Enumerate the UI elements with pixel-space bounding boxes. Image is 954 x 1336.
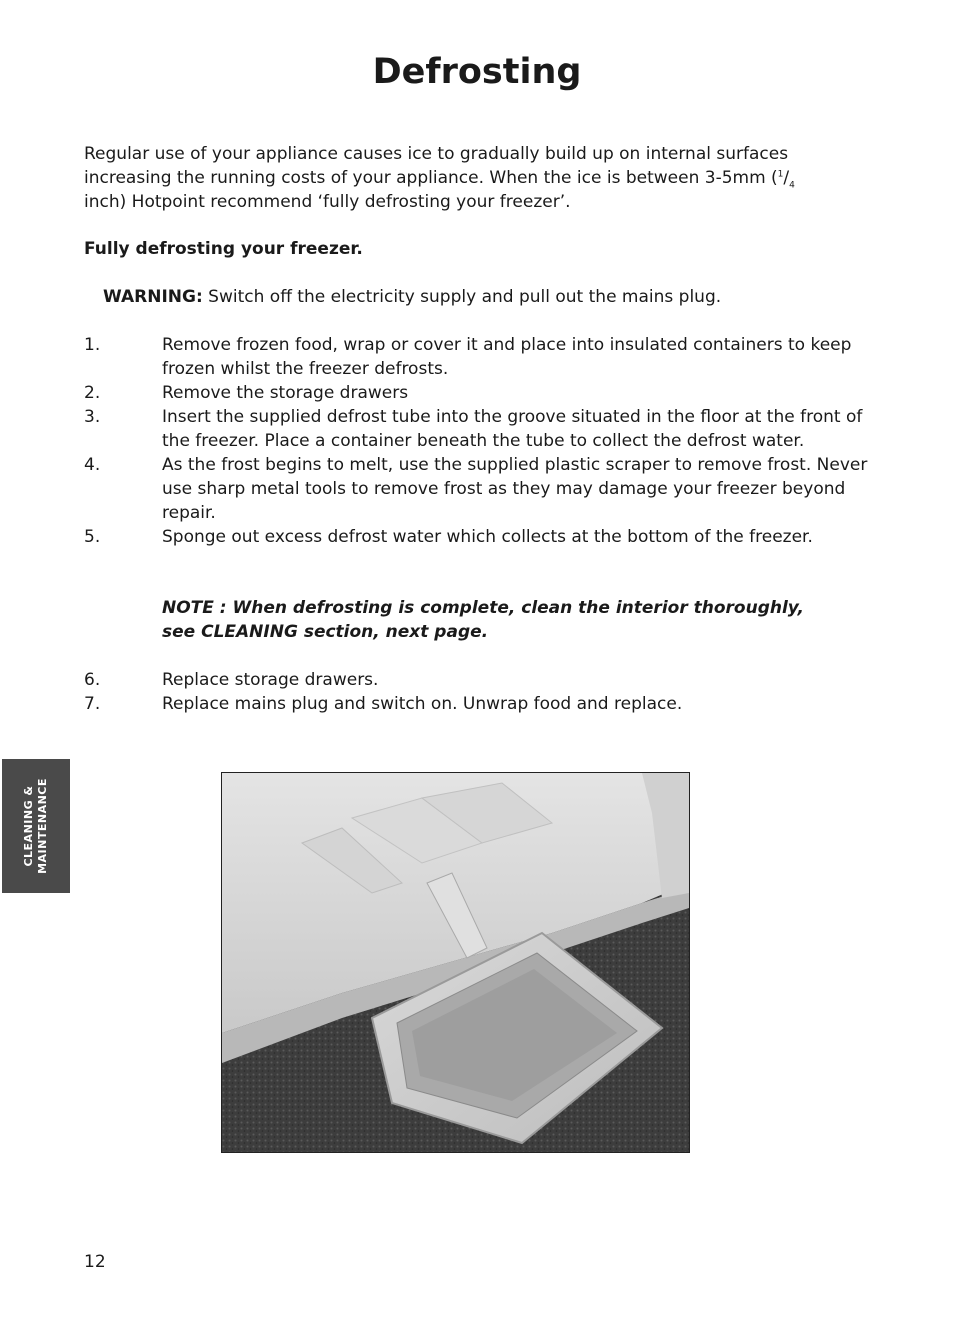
list-item	[84, 405, 874, 453]
step-text: Remove frozen food, wrap or cover it and place into insulated containers to keep frozen whilst the freezer defrosts.	[162, 335, 852, 379]
step-text: As the frost begins to melt, use the supplied plastic scraper to remove frost. Never use sharp metal tools to remove frost as they may damage your freezer beyond repair.	[162, 455, 868, 523]
step-text: Remove the storage drawers	[162, 383, 409, 403]
step-number: 6.	[84, 670, 101, 690]
intro-line-2: increasing the running costs of your appliance. When the ice is between 3-5mm (	[84, 168, 778, 188]
warning-text: Switch off the electricity supply and pull out the mains plug.	[202, 287, 722, 307]
steps-list-2	[84, 668, 874, 716]
side-tab-label	[22, 778, 50, 874]
fraction-slash: /	[783, 168, 790, 188]
step-number: 1.	[84, 335, 101, 355]
list-item	[84, 453, 874, 525]
intro-line-3: inch) Hotpoint recommend ‘fully defrosting your freezer’.	[84, 192, 571, 212]
step-number: 3.	[84, 407, 101, 427]
section-subheading: Fully defrosting your freezer.	[84, 239, 363, 259]
side-tab-line-2: MAINTENANCE	[36, 778, 49, 874]
step-number: 7.	[84, 694, 101, 714]
list-item	[84, 525, 874, 549]
side-tab-line-1: CLEANING &	[22, 785, 35, 867]
page-number: 12	[84, 1252, 106, 1272]
note-callout	[162, 596, 862, 644]
warning-paragraph	[103, 285, 893, 309]
intro-paragraph	[84, 142, 874, 214]
fraction-numerator: 1	[777, 169, 784, 180]
defrost-photo	[221, 772, 690, 1153]
step-number: 5.	[84, 527, 101, 547]
note-line-2: see CLEANING section, next page.	[162, 622, 489, 642]
step-number: 2.	[84, 383, 101, 403]
steps-list-1	[84, 333, 874, 549]
intro-line-1: Regular use of your appliance causes ice to gradually build up on internal surfaces	[84, 144, 789, 164]
step-number: 4.	[84, 455, 101, 475]
page-title: Defrosting	[372, 52, 582, 92]
list-item	[84, 381, 874, 405]
step-text: Insert the supplied defrost tube into the groove situated in the floor at the front of the freezer. Place a container beneath the tube to collect the defrost water.	[162, 407, 863, 451]
list-item	[84, 692, 874, 716]
warning-label: WARNING:	[103, 287, 203, 307]
step-text: Sponge out excess defrost water which collects at the bottom of the freezer.	[162, 527, 813, 547]
list-item	[84, 333, 874, 381]
fraction-denominator: 4	[789, 180, 795, 191]
step-text: Replace storage drawers.	[162, 670, 379, 690]
defrost-photo-illustration	[222, 773, 689, 1152]
step-text: Replace mains plug and switch on. Unwrap food and replace.	[162, 694, 683, 714]
list-item	[84, 668, 874, 692]
note-line-1: NOTE : When defrosting is complete, clean the interior thoroughly,	[162, 598, 805, 618]
section-side-tab	[2, 759, 70, 893]
